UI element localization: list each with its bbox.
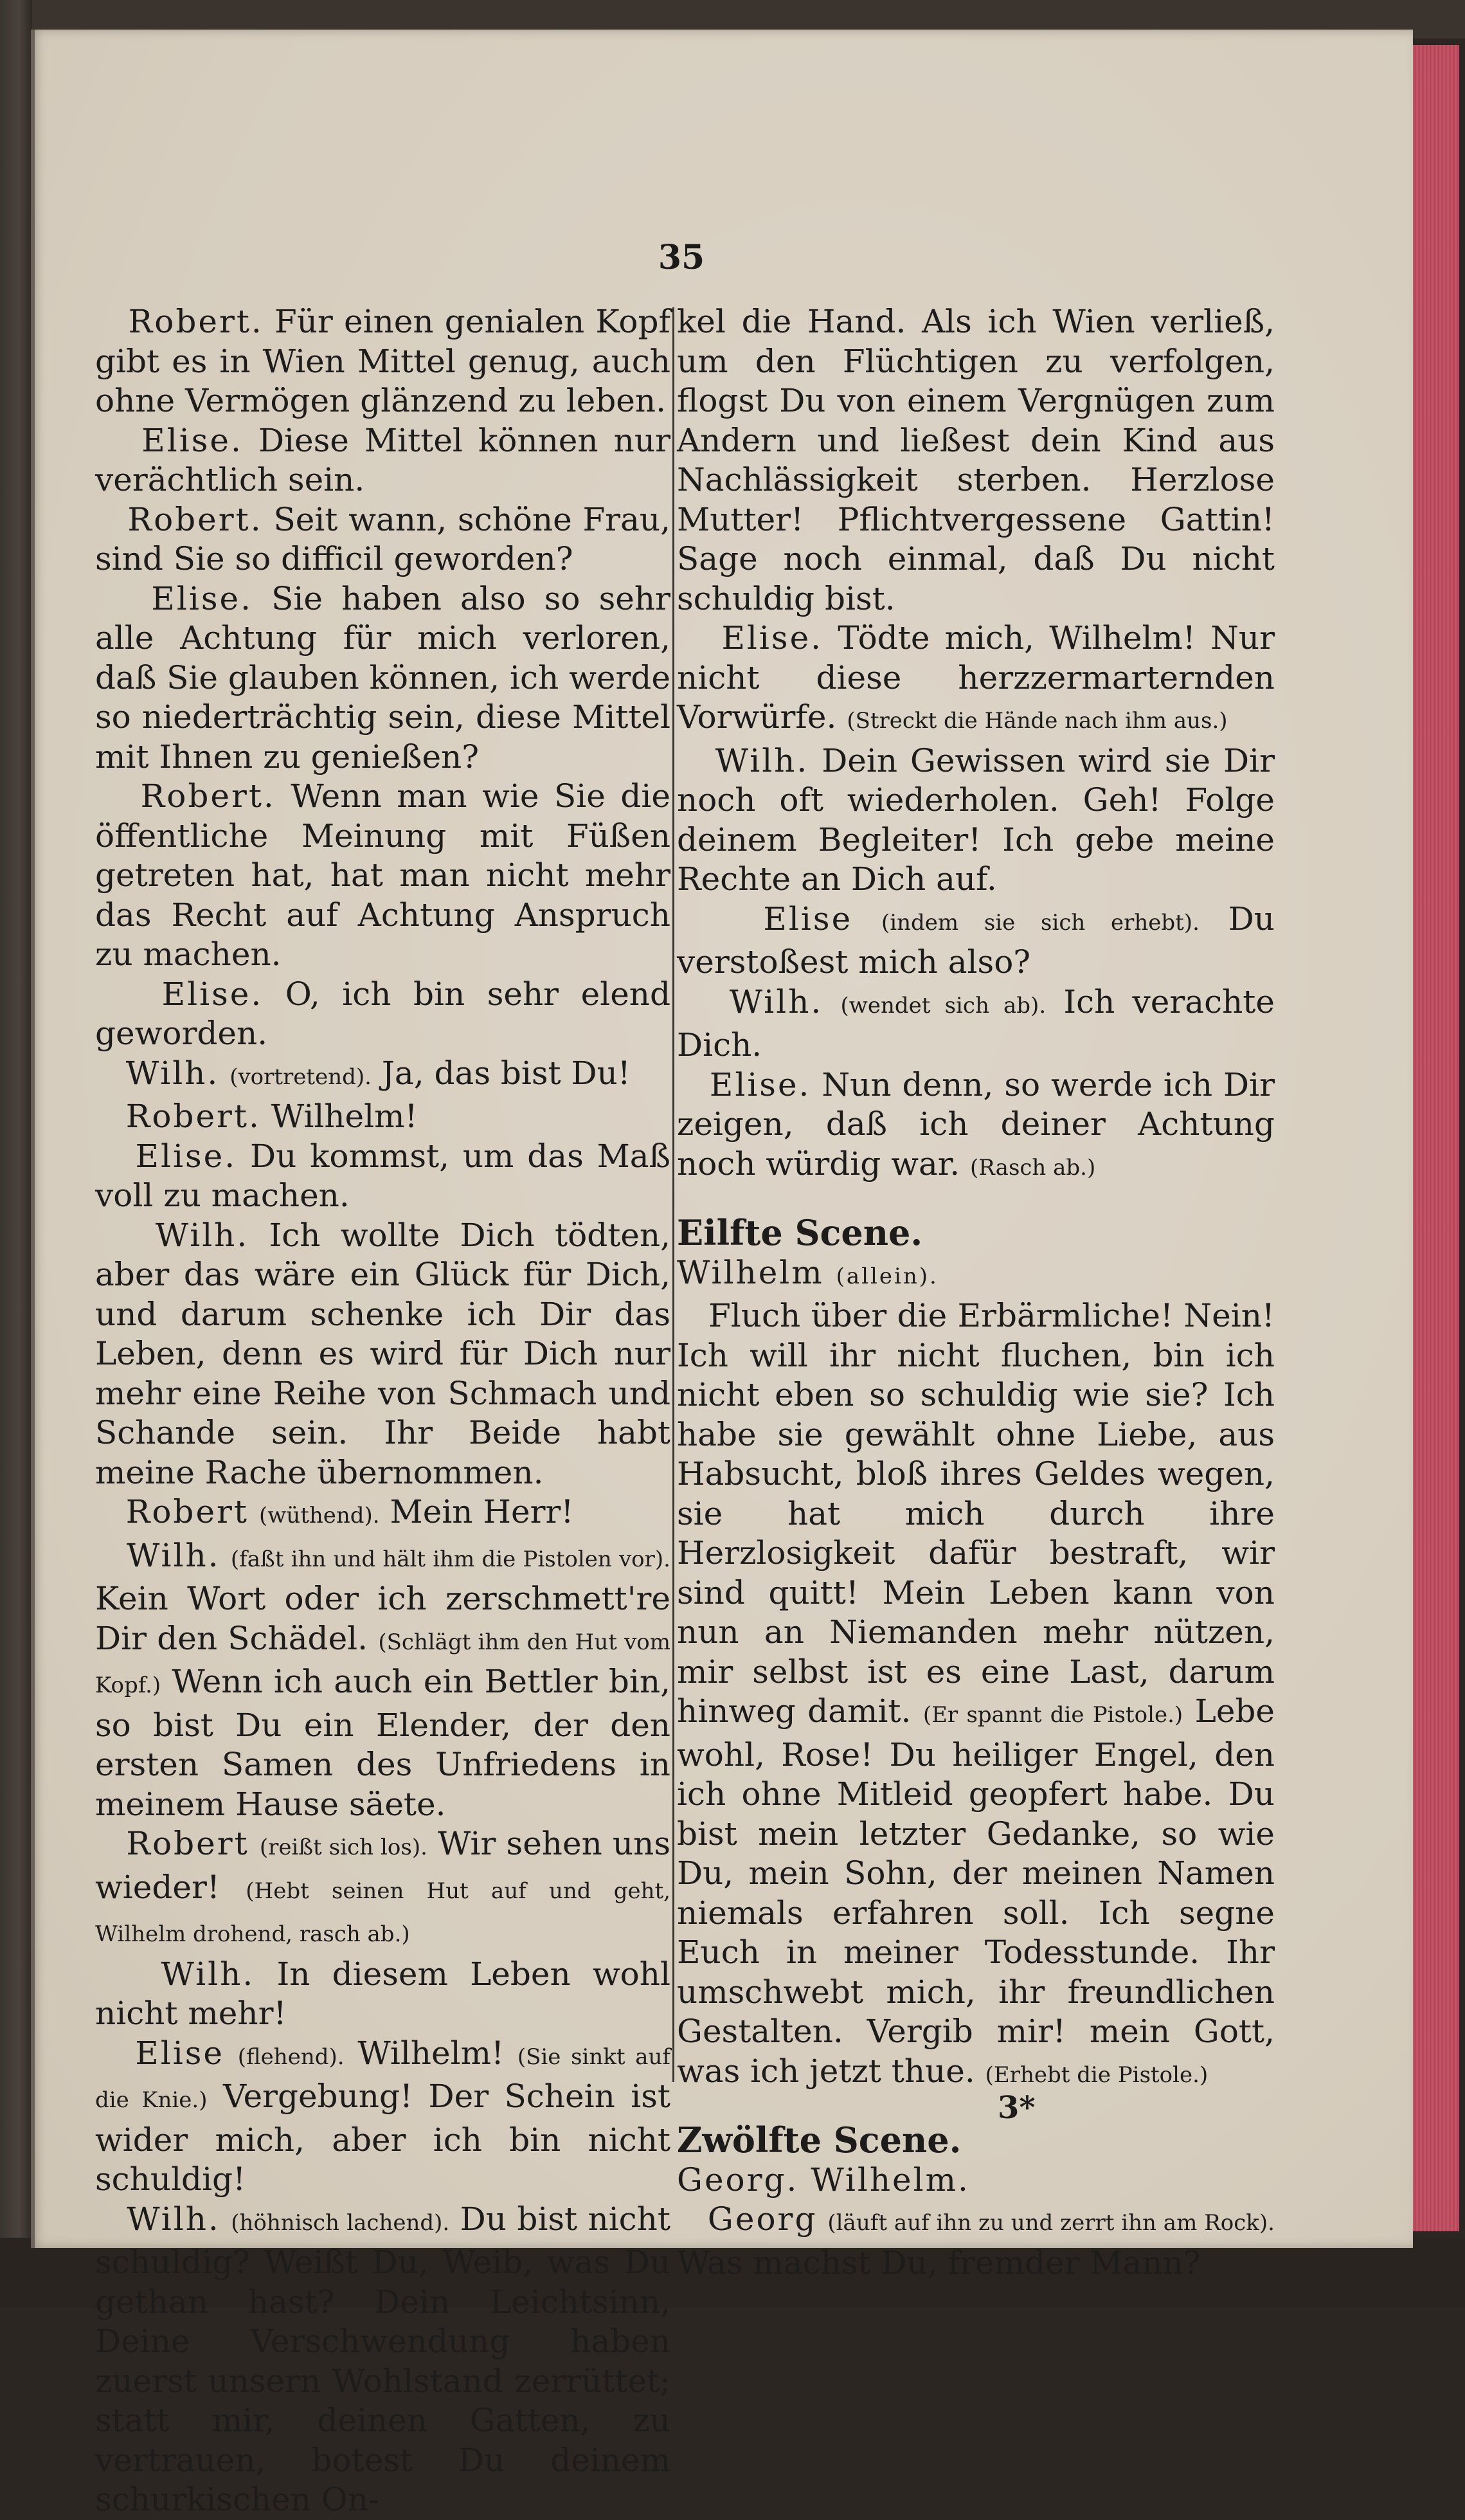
scene-heading-12: Zwölfte Scene.	[677, 2119, 962, 2161]
stage-direction: (Rasch ab.)	[970, 1154, 1096, 1181]
dialogue-line	[95, 1955, 670, 2034]
stage-direction: (Sie sinkt auf die Knie.)	[95, 2044, 670, 2113]
column-divider	[672, 307, 674, 2082]
line-text: Vergebung! Der Schein ist wider mich, aber ich bin nicht schuldig!	[95, 2078, 670, 2198]
page-number: 35	[658, 238, 705, 277]
line-text: Lebe wohl, Rose! Du heiliger Engel, den ich ohne Mitleid geopfert habe. Du bist mein letzter Gedanke, so wie Du, mein Sohn, der meinen Namen niemals erfahren soll. Ich segne Euch in meiner Todesstunde. Ihr umschwebt mich, ihr freundlichen Gestalten. Vergib mir! mein Gott, was ich jetzt thue.	[677, 1692, 1275, 2090]
stage-direction: (Schlägt ihm den Hut vom Kopf.)	[95, 1629, 670, 1698]
gutter-line	[31, 30, 35, 2248]
stage-direction: (indem sie sich erhebt).	[881, 909, 1200, 936]
stage-direction: (reißt sich los).	[259, 1835, 427, 1860]
stage-direction: (wendet sich ab).	[840, 992, 1047, 1019]
speaker: Elise	[135, 2034, 224, 2072]
speaker: Robert	[125, 1493, 249, 1530]
speaker: Wilh.	[729, 983, 823, 1020]
line-text: Ja, das bist Du!	[381, 1054, 631, 1092]
line-text: In diesem Leben wohl nicht mehr!	[95, 1955, 670, 2032]
speaker: Robert.	[140, 777, 276, 815]
dialogue-line	[95, 1536, 670, 1825]
dialogue-line	[677, 741, 1275, 900]
dialogue-line	[677, 900, 1275, 983]
speaker: Georg	[707, 2200, 818, 2238]
speaker: Elise.	[721, 619, 823, 657]
line-text: Was machst Du, fremder Mann?	[677, 2244, 1201, 2281]
speaker: Elise.	[141, 421, 243, 459]
monologue	[677, 1296, 1275, 2095]
line-text: Sie haben also so sehr alle Achtung für mich verloren, daß Sie glauben können, ich werde so niederträchtig sein, diese Mittel mit Ihnen zu genießen?	[95, 579, 670, 775]
scene-cast-12: Georg. Wilhelm.	[677, 2161, 970, 2198]
line-text: Für einen genialen Kopf gibt es in Wien Mittel genug, auch ohne Vermögen glänzend zu leben.	[95, 303, 670, 419]
line-text: Mein Herr!	[390, 1493, 574, 1530]
line-text: Du kommst, um das Maß voll zu machen.	[95, 1137, 670, 1214]
stage-direction: (Hebt seinen Hut auf und geht, Wilhelm drohend, rasch ab.)	[95, 1878, 670, 1947]
speaker: Robert.	[127, 500, 263, 538]
line-text: Ich verachte Dich.	[677, 983, 1275, 1064]
dialogue-line	[95, 1216, 670, 1493]
stage-direction: (faßt ihn und hält ihm die Pistolen vor).	[230, 1546, 670, 1572]
book-binding-left	[0, 0, 32, 2308]
speaker: Wilh.	[127, 2200, 220, 2238]
speaker: Elise.	[709, 1065, 811, 1103]
speaker: Robert.	[125, 1098, 261, 1135]
line-text: Kein Wort oder ich zerschmett're Dir den Schädel.	[95, 1580, 670, 1657]
dialogue-line	[95, 2200, 670, 2520]
dialogue-line	[95, 975, 670, 1054]
line-text: Nun denn, so werde ich Dir zeigen, daß ich deiner Achtung noch würdig war.	[677, 1065, 1275, 1183]
line-text: Du verstoßest mich also?	[677, 900, 1275, 981]
dialogue-line	[95, 1054, 670, 1098]
speaker: Elise.	[151, 579, 253, 617]
right-column	[677, 302, 1275, 2283]
line-text: Wilhelm!	[271, 1098, 418, 1135]
dialogue-line	[677, 2200, 1275, 2283]
speaker: Elise	[763, 900, 853, 938]
scene-heading-11: Eilfte Scene.	[677, 1212, 923, 1253]
line-text: Dein Gewissen wird sie Dir noch oft wiederholen. Geh! Folge deinem Begleiter! Ich gebe meine Rechte an Dich auf.	[677, 741, 1275, 898]
speaker: Wilh.	[125, 1054, 220, 1092]
line-text: Tödte mich, Wilhelm! Nur nicht diese herzzermarternden Vorwürfe.	[677, 619, 1275, 736]
speaker: Wilh.	[155, 1216, 249, 1254]
speaker: Wilh.	[715, 741, 809, 779]
spacer	[677, 1188, 1275, 1213]
dialogue-line	[95, 2034, 670, 2200]
speaker: Elise.	[161, 975, 264, 1013]
cast-name: Wilhelm	[677, 1253, 824, 1291]
dialogue-line	[95, 421, 670, 500]
scene-cast-11	[677, 1253, 1275, 1297]
dialogue-line	[95, 302, 670, 421]
stage-direction: (höhnisch lachend).	[231, 2209, 450, 2236]
dialogue-line	[677, 1065, 1275, 1188]
line-text: O, ich bin sehr elend geworden.	[95, 975, 670, 1052]
stage-direction: (wüthend).	[258, 1503, 380, 1528]
line-text: Diese Mittel können nur verächtlich sein.	[95, 421, 670, 498]
dialogue-line	[677, 983, 1275, 1065]
page-edge-red	[1408, 45, 1459, 2231]
dialogue-line	[95, 1824, 670, 1955]
spacer	[677, 2095, 1275, 2121]
speaker: Wilh.	[161, 1955, 255, 1993]
line-text: Seit wann, schöne Frau, sind Sie so difficil geworden?	[95, 500, 670, 577]
line-text: Ich wollte Dich tödten, aber das wäre ein Glück für Dich, und darum schenke ich Dir das Leben, denn es wird für Dich nur mehr eine Reihe von Schmach und Schande sein. Ihr Beide habt meine Rache übernommen.	[95, 1216, 670, 1491]
left-column	[95, 302, 670, 2520]
stage-direction: (flehend).	[237, 2044, 345, 2070]
dialogue-line	[95, 1492, 670, 1536]
stage-direction: (vortretend).	[229, 1064, 372, 1090]
printer-signature: 3*	[998, 2090, 1036, 2126]
stage-direction: (Er spannt die Pistole.)	[922, 1702, 1183, 1728]
continuation-text: kel die Hand. Als ich Wien verließ, um den Flüchtigen zu verfolgen, flogst Du von einem Vergnügen zum Andern und ließest dein Kind aus Nachlässigkeit sterben. Herzlose Mutter! Pflichtvergessene Gattin! Sage noch einmal, daß Du nicht schuldig bist.	[677, 303, 1275, 617]
speaker: Robert.	[128, 303, 264, 340]
line-text: Wir sehen uns wieder!	[95, 1825, 670, 1906]
stage-direction: (allein).	[836, 1263, 939, 1289]
line-text: Wilhelm!	[357, 2034, 505, 2072]
line-text: Fluch über die Erbärmliche! Nein! Ich will ihr nicht fluchen, bin ich nicht eben so schuldig wie sie? Ich habe sie gewählt ohne Liebe, aus Habsucht, bloß ihres Geldes wegen, sie hat mich durch ihre Herzlosigkeit dafür bestraft, wir sind quitt! Mein Leben kann von nun an Niemanden mehr nützen, mir selbst ist es eine Last, darum hinweg damit.	[677, 1297, 1275, 1730]
line-text: Wenn ich auch ein Bettler bin, so bist Du ein Elender, der den ersten Samen des Unfriedens in meinem Hause säete.	[95, 1663, 670, 1823]
speaker: Wilh.	[126, 1536, 220, 1574]
stage-direction: (Erhebt die Pistole.)	[985, 2062, 1209, 2088]
stage-direction: (läuft auf ihn zu und zerrt ihn am Rock).	[827, 2210, 1275, 2236]
dialogue-line	[95, 500, 670, 579]
dialogue-line	[95, 1097, 670, 1137]
speaker: Robert	[126, 1825, 249, 1862]
speaker: Elise.	[135, 1137, 237, 1175]
line-text: Wenn man wie Sie die öffentliche Meinung mit Füßen getreten hat, hat man nicht mehr das Recht auf Achtung Anspruch zu machen.	[95, 777, 670, 973]
dialogue-line	[95, 579, 670, 777]
dialogue-line	[95, 777, 670, 975]
stage-direction: (Streckt die Hände nach ihm aus.)	[847, 708, 1228, 734]
dialogue-line	[95, 1137, 670, 1216]
line-text: Du bist nicht schuldig? Weißt Du, Weib, was Du gethan hast? Dein Leichtsinn, Deine Verschwendung haben zuerst unsern Wohlstand zerrüttet; statt mir, deinen Gatten, zu vertrauen, botest Du deinem schurkischen On-	[95, 2200, 670, 2518]
dialogue-line	[677, 619, 1275, 741]
